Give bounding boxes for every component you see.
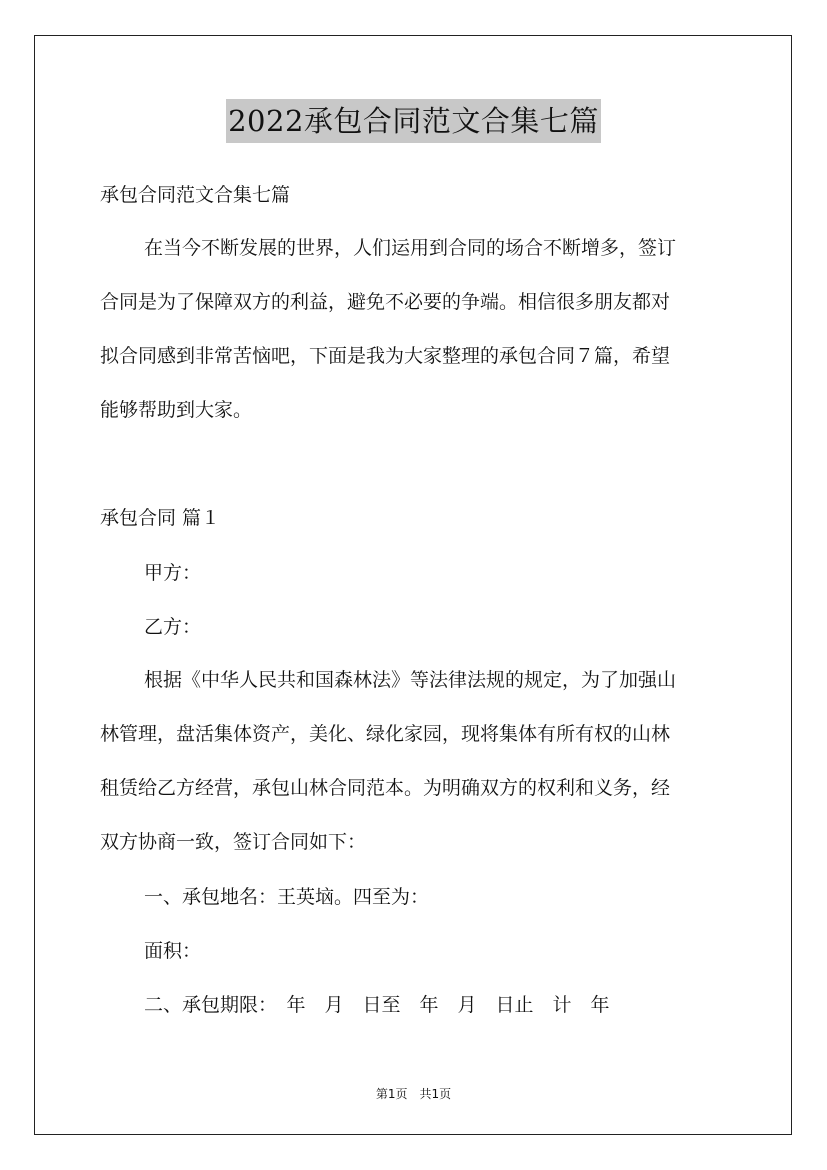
document-title: 2022承包合同范文合集七篇 [226,99,601,143]
basis-line-1: 根据《中华人民共和国森林法》等法律法规的规定，为了加强山 [144,669,677,691]
page-footer [0,1085,827,1102]
area-label: 面积： [144,940,202,962]
document-subtitle: 承包合同范文合集七篇 [100,184,291,206]
basis-line-2: 林管理，盘活集体资产，美化、绿化家园，现将集体有所有权的山林 [100,723,671,745]
title-container [0,99,827,143]
intro-line-2: 合同是为了保障双方的利益，避免不必要的争端。相信很多朋友都对 [100,291,671,313]
intro-line-3: 拟合同感到非常苦恼吧，下面是我为大家整理的承包合同７篇，希望 [100,345,671,367]
basis-line-3: 租赁给乙方经营，承包山林合同范本。为明确双方的权利和义务，经 [100,777,671,799]
intro-line-4: 能够帮助到大家。 [100,399,253,421]
page-number: 第1页 共1页 [375,1087,452,1101]
party-b-label: 乙方： [144,616,202,638]
intro-line-1: 在当今不断发展的世界，人们运用到合同的场合不断增多，签订 [144,237,677,259]
party-a-label: 甲方： [144,562,202,584]
clause-1: 一、承包地名：王英垴。四至为： [144,886,430,908]
section-heading: 承包合同 篇１ [100,507,221,529]
basis-line-4: 双方协商一致，签订合同如下： [100,831,367,853]
clause-2: 二、承包期限： 年 月 日至 年 月 日止 计 年 [144,994,610,1016]
